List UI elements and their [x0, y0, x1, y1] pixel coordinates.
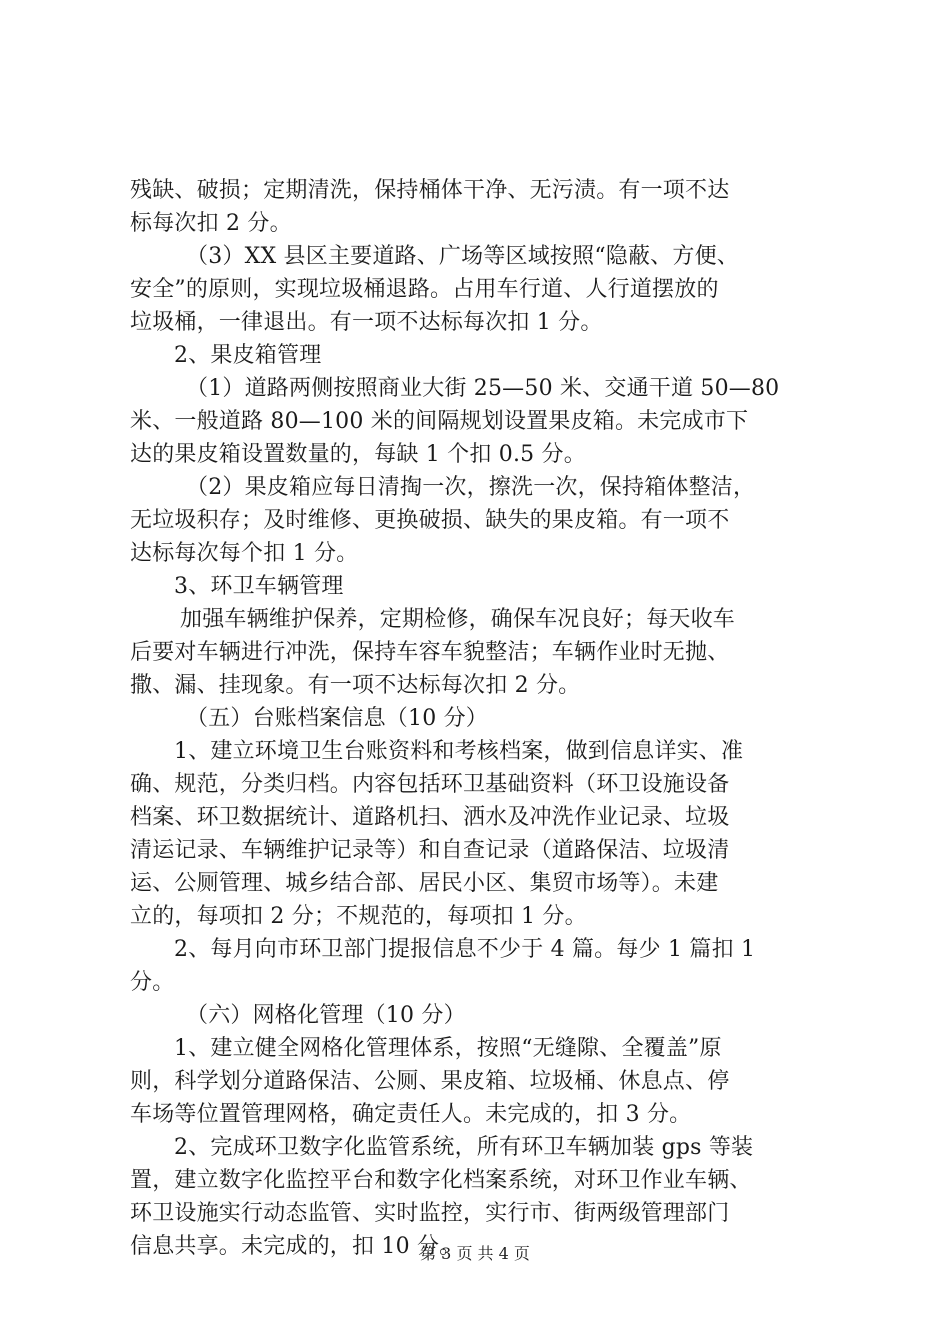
text-line: 信息共享。未完成的，扣 10 分。: [130, 1234, 462, 1259]
text-line: 2、完成环卫数字化监管系统，所有环卫车辆加装 gps 等装: [174, 1135, 754, 1160]
text-line: 无垃圾积存；及时维修、更换破损、缺失的果皮箱。有一项不: [130, 508, 730, 533]
document-body: [130, 174, 826, 1263]
text-line: 2、每月向市环卫部门提报信息不少于 4 篇。每少 1 篇扣 1: [174, 937, 756, 962]
text-line: 撒、漏、挂现象。有一项不达标每次扣 2 分。: [130, 673, 581, 698]
text-line: 确、规范，分类归档。内容包括环卫基础资料（环卫设施设备: [130, 772, 730, 797]
text-line: 后要对车辆进行冲洗，保持车容车貌整洁；车辆作业时无抛、: [130, 640, 730, 665]
text-line: 标每次扣 2 分。: [130, 211, 292, 236]
section-heading: 3、环卫车辆管理: [174, 574, 344, 599]
page-number-footer: 第 3 页 共 4 页: [420, 1244, 530, 1263]
text-line: （2）果皮箱应每日清掏一次，擦洗一次，保持箱体整洁，: [186, 475, 756, 500]
text-line: 环卫设施实行动态监管、实时监控，实行市、街两级管理部门: [130, 1201, 730, 1226]
text-line: 立的，每项扣 2 分；不规范的，每项扣 1 分。: [130, 904, 587, 929]
text-line: 垃圾桶，一律退出。有一项不达标每次扣 1 分。: [130, 310, 603, 335]
text-line: 米、一般道路 80—100 米的间隔规划设置果皮箱。未完成市下: [130, 409, 749, 434]
section-heading: （六）网格化管理（10 分）: [186, 1003, 466, 1028]
text-line: （1）道路两侧按照商业大街 25—50 米、交通干道 50—80: [186, 376, 780, 401]
text-line: 则，科学划分道路保洁、公厕、果皮箱、垃圾桶、休息点、停: [130, 1069, 730, 1094]
text-line: 残缺、破损；定期清洗，保持桶体干净、无污渍。有一项不达: [130, 178, 730, 203]
text-line: 清运记录、车辆维护记录等）和自查记录（道路保洁、垃圾清: [130, 838, 730, 863]
text-line: （3）XX 县区主要道路、广场等区域按照“隐蔽、方便、: [186, 244, 739, 269]
section-heading: （五）台账档案信息（10 分）: [186, 706, 488, 731]
text-line: 1、建立健全网格化管理体系，按照“无缝隙、全覆盖”原: [174, 1036, 722, 1061]
text-line: 加强车辆维护保养，定期检修，确保车况良好；每天收车: [180, 607, 736, 632]
text-line: 1、建立环境卫生台账资料和考核档案，做到信息详实、准: [174, 739, 744, 764]
text-line: 置，建立数字化监控平台和数字化档案系统，对环卫作业车辆、: [130, 1168, 752, 1193]
text-line: 分。: [130, 970, 175, 995]
section-heading: 2、果皮箱管理: [174, 343, 322, 368]
text-line: 运、公厕管理、城乡结合部、居民小区、集贸市场等）。未建: [130, 871, 719, 896]
text-line: 安全”的原则，实现垃圾桶退路。占用车行道、人行道摆放的: [130, 277, 719, 302]
text-line: 档案、环卫数据统计、道路机扫、洒水及冲洗作业记录、垃圾: [130, 805, 730, 830]
text-line: 车场等位置管理网格，确定责任人。未完成的，扣 3 分。: [130, 1102, 692, 1127]
text-line: 达标每次每个扣 1 分。: [130, 541, 359, 566]
text-line: 达的果皮箱设置数量的，每缺 1 个扣 0.5 分。: [130, 442, 586, 467]
